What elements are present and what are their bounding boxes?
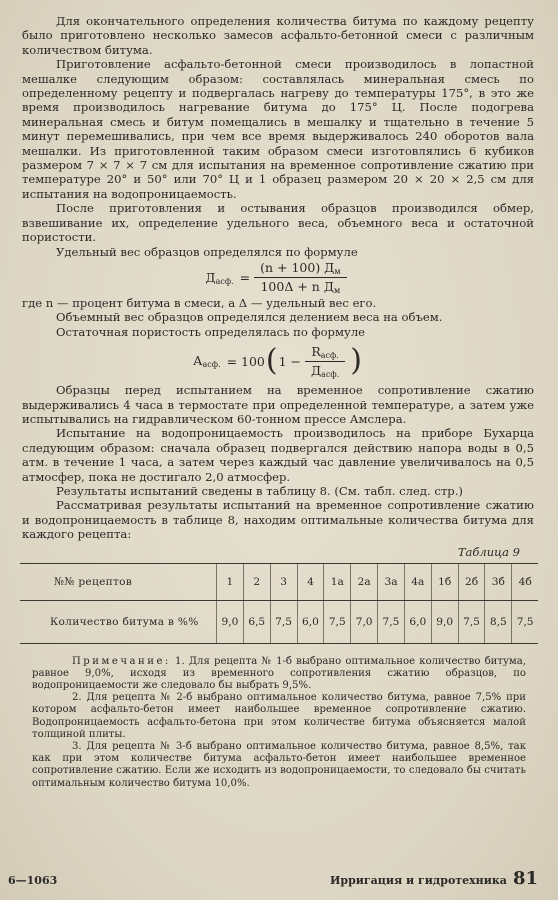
page-footer <box>8 868 538 889</box>
table-header-label: №№ рецептов <box>20 563 217 600</box>
table-header-cell: 1б <box>431 563 458 600</box>
table-header-row <box>20 563 538 600</box>
paragraph-results: Результаты испытаний сведены в таблицу 8. (См. табл. след. стр.) <box>56 483 463 498</box>
table-cell: 8,5 <box>485 600 512 643</box>
note-item-1: Примечание: 1. Для рецепта № 1-б выбрано оптимальное количество битума, равное 9,0%, исходя из временного сопротивления сжатию образцов, по водопроницаемости же следовало бы выбрать 9,5%. <box>32 655 527 691</box>
running-title: Ирригация и гидротехника 81 <box>329 868 538 889</box>
formula-equals: = <box>239 270 251 286</box>
paragraph-legend: где n — процент битума в смеси, а Δ — удельный вес его. <box>22 295 377 310</box>
table-header-cell: 4б <box>512 563 538 600</box>
table-cell: 6,5 <box>243 600 270 643</box>
formula-lhs: Аасф. <box>193 353 221 370</box>
table-row-label: Количество битума в %% <box>20 600 217 643</box>
formula-fraction <box>305 344 345 379</box>
table-cell: 7,5 <box>270 600 297 643</box>
table-cell: 9,0 <box>217 600 244 643</box>
table-cell: 6,0 <box>404 600 431 643</box>
table-row <box>20 600 538 643</box>
table-header-cell: 3 <box>270 563 297 600</box>
formula-paren-close: ) <box>350 343 362 379</box>
table-caption: Таблица 9 <box>457 544 520 559</box>
table-cell: 7,5 <box>324 600 351 643</box>
paragraph-porosity: Остаточная пористость определялась по формуле <box>56 324 366 339</box>
paragraph-permeability: Испытание на водопроницаемость производилось на приборе Бухарца следующим образом: сначала образец подвергался действию напора воды в 0,5 атм. в течение 1 часа, а затем через каждый час давление увеличивалось на 0,5 атмосфер, пока не достигало 2,0 атмосфер. <box>22 426 534 484</box>
formula-denominator: Дасф. <box>311 362 340 379</box>
table-cell: 7,5 <box>458 600 485 643</box>
table-cell: 7,0 <box>351 600 378 643</box>
table-header-cell: 2б <box>458 563 485 600</box>
paragraph-intro: Для окончательного определения количества битума по каждому рецепту было приготовлено несколько замесов асфальто-бетонной смеси с различным количеством битума. <box>22 14 534 57</box>
table-notes <box>22 656 534 790</box>
formula-fraction <box>254 260 346 295</box>
paragraph-measurement: После приготовления и остывания образцов производился обмер, взвешивание их, определение удельного веса, объемного веса и остаточной пористости. <box>22 201 534 245</box>
table-header-cell: 4а <box>404 563 431 600</box>
paragraph-optimal: Рассматривая результаты испытаний на временное сопротивление сжатию и водопроницаемость в таблице 8, находим оптимальные количества битума для каждого рецепта: <box>22 498 534 542</box>
formula-numerator: (n + 100) Дм <box>254 260 346 278</box>
table-cell: 6,0 <box>297 600 324 643</box>
formula-porosity <box>22 339 534 383</box>
table-cell: 7,5 <box>378 600 405 643</box>
note-item-3: 3. Для рецепта № 3-б выбрано оптимальное количество битума, равное 8,5%, так как при этом количестве битума асфальто-бетон имеет наибольшее временное сопротивление сжатию. Если же исходить из водопроницаемости, то следовало бы считать оптимальным количество битума 10,0%. <box>32 741 526 789</box>
note-item-2: 2. Для рецепта № 2-б выбрано оптимальное количество битума, равное 7,5% при котором асфальто-бетон имеет наибольшее временное сопротивление сжатию. Водопроницаемость асфальто-бетона при этом количестве битума объясняется малой толщиной плиты. <box>32 692 526 740</box>
paragraph-thermostat: Образцы перед испытанием на временное сопротивление сжатию выдерживались 4 часа в термостате при определенной температуре, а затем уже испытывались на гидравлическом 60-тонном прессе Амслера. <box>22 383 534 426</box>
table-header-cell: 4 <box>297 563 324 600</box>
table-header-cell: 2а <box>351 563 378 600</box>
note-label: Примечание: <box>72 655 171 667</box>
table-header-cell: 1а <box>324 563 351 600</box>
formula-paren-open: ( <box>265 343 278 379</box>
bitumen-table <box>20 563 538 644</box>
table-cell: 9,0 <box>431 600 458 643</box>
page-number: 81 <box>512 868 538 889</box>
table-header-cell: 1 <box>217 563 244 600</box>
formula-lhs: Дасф. <box>205 269 234 286</box>
formula-equals: = 100 <box>226 353 265 369</box>
formula-inner: 1 − <box>278 353 301 369</box>
table-header-cell: 2 <box>243 563 270 600</box>
table-header-cell: 3а <box>378 563 405 600</box>
paragraph-mixing: Приготовление асфальто-бетонной смеси производилось в лопастной мешалке следующим образом: составлялась минеральная смесь по определенному рецепту и подвергалась нагреву до температуры 175°, в это же время производилось нагревание битума до 175° Ц. После подогрева минеральная смесь и битум помещались в мешалку и тщательно в течение 5 минут перемешивались, при чем все время выдерживалось 240 оборотов вала мешалки. Из приготовленной таким образом смеси изготовлялись 6 кубиков размером 7 × 7 × 7 см для испытания на временное сопротивление сжатию при температуре 20° и 50° или 70° Ц и 1 образец размером 20 × 20 × 2,5 см для испытания на водопроницаемость. <box>22 57 534 201</box>
formula-denominator: 100Δ + n Дм <box>260 279 341 296</box>
table-header-cell: 3б <box>485 563 512 600</box>
formula-numerator: Rасф. <box>305 344 344 362</box>
print-signature: 6—1063 <box>8 874 58 887</box>
table-cell: 7,5 <box>512 600 538 643</box>
paragraph-specific-weight: Удельный вес образцов определялся по формуле <box>56 244 358 259</box>
formula-specific-weight <box>22 260 534 296</box>
paragraph-volume-weight: Объемный вес образцов определялся делением веса на объем. <box>56 310 443 325</box>
